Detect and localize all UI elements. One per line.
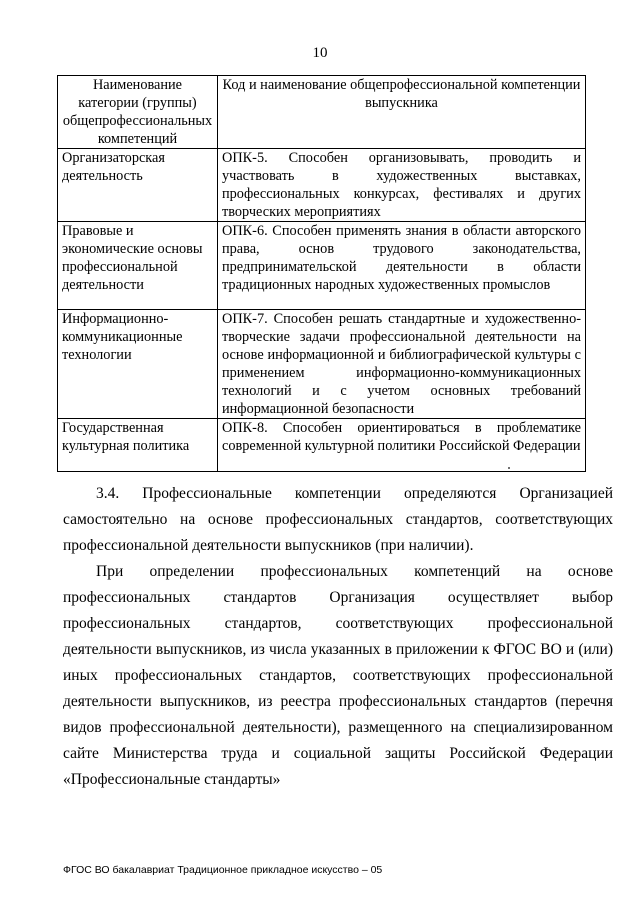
table-row: [58, 149, 586, 222]
category-cell: Информационно-коммуникационные технологии: [58, 310, 218, 419]
category-cell: Организаторская деятельность: [58, 149, 218, 222]
competencies-table: [57, 75, 586, 472]
table-row: [58, 222, 586, 310]
header-code-cell: Код и наименование общепрофессиональной компетенции выпускника: [218, 76, 586, 149]
paragraph: 3.4. Профессиональные компетенции определяются Организацией самостоятельно на основе профессиональных стандартов, соответствующих профессиональной деятельности выпускников (при наличии).: [63, 485, 613, 554]
competency-cell: ОПК-8. Способен ориентироваться в проблематике современной культурной политики Российской Федерации: [218, 419, 586, 472]
table-row: [58, 310, 586, 419]
page-number: 10: [312, 45, 328, 61]
header-category-cell: Наименование категории (группы) общепрофессиональных компетенций: [58, 76, 218, 149]
body-text: [63, 481, 613, 793]
scan-speck: [508, 467, 510, 469]
category-cell: Государственная культурная политика: [58, 419, 218, 472]
competency-cell: ОПК-6. Способен применять знания в области авторского права, основ трудового законодательства, предпринимательской деятельности в области традиционных народных художественных промыслов: [218, 222, 586, 310]
competency-cell: ОПК-5. Способен организовывать, проводить и участвовать в художественных выставках, профессиональных конкурсах, фестивалях и других творческих мероприятиях: [218, 149, 586, 222]
page-footer: ФГОС ВО бакалавриат Традиционное прикладное искусство – 05: [63, 864, 383, 876]
category-cell: Правовые и экономические основы профессиональной деятельности: [58, 222, 218, 310]
table-header-row: [58, 76, 586, 149]
table-row: [58, 419, 586, 472]
paragraph: При определении профессиональных компетенций на основе профессиональных стандартов Организация осуществляет выбор профессиональных стандартов, соответствующих профессиональной деятельности выпускников, из числа указанных в приложении к ФГОС ВО и (или) иных профессиональных стандартов, соответствующих профессиональной деятельности выпускников, из реестра профессиональных стандартов (перечня видов профессиональной деятельности), размещенного на специализированном сайте Министерства труда и социальной защиты Российской Федерации «Профессиональные стандарты»: [63, 563, 613, 788]
competency-cell: ОПК-7. Способен решать стандартные и художественно-творческие задачи профессиональной деятельности на основе информационной и библиографической культуры с применением информационно-коммуникационных технологий и с учетом основных требований информационной безопасности: [218, 310, 586, 419]
